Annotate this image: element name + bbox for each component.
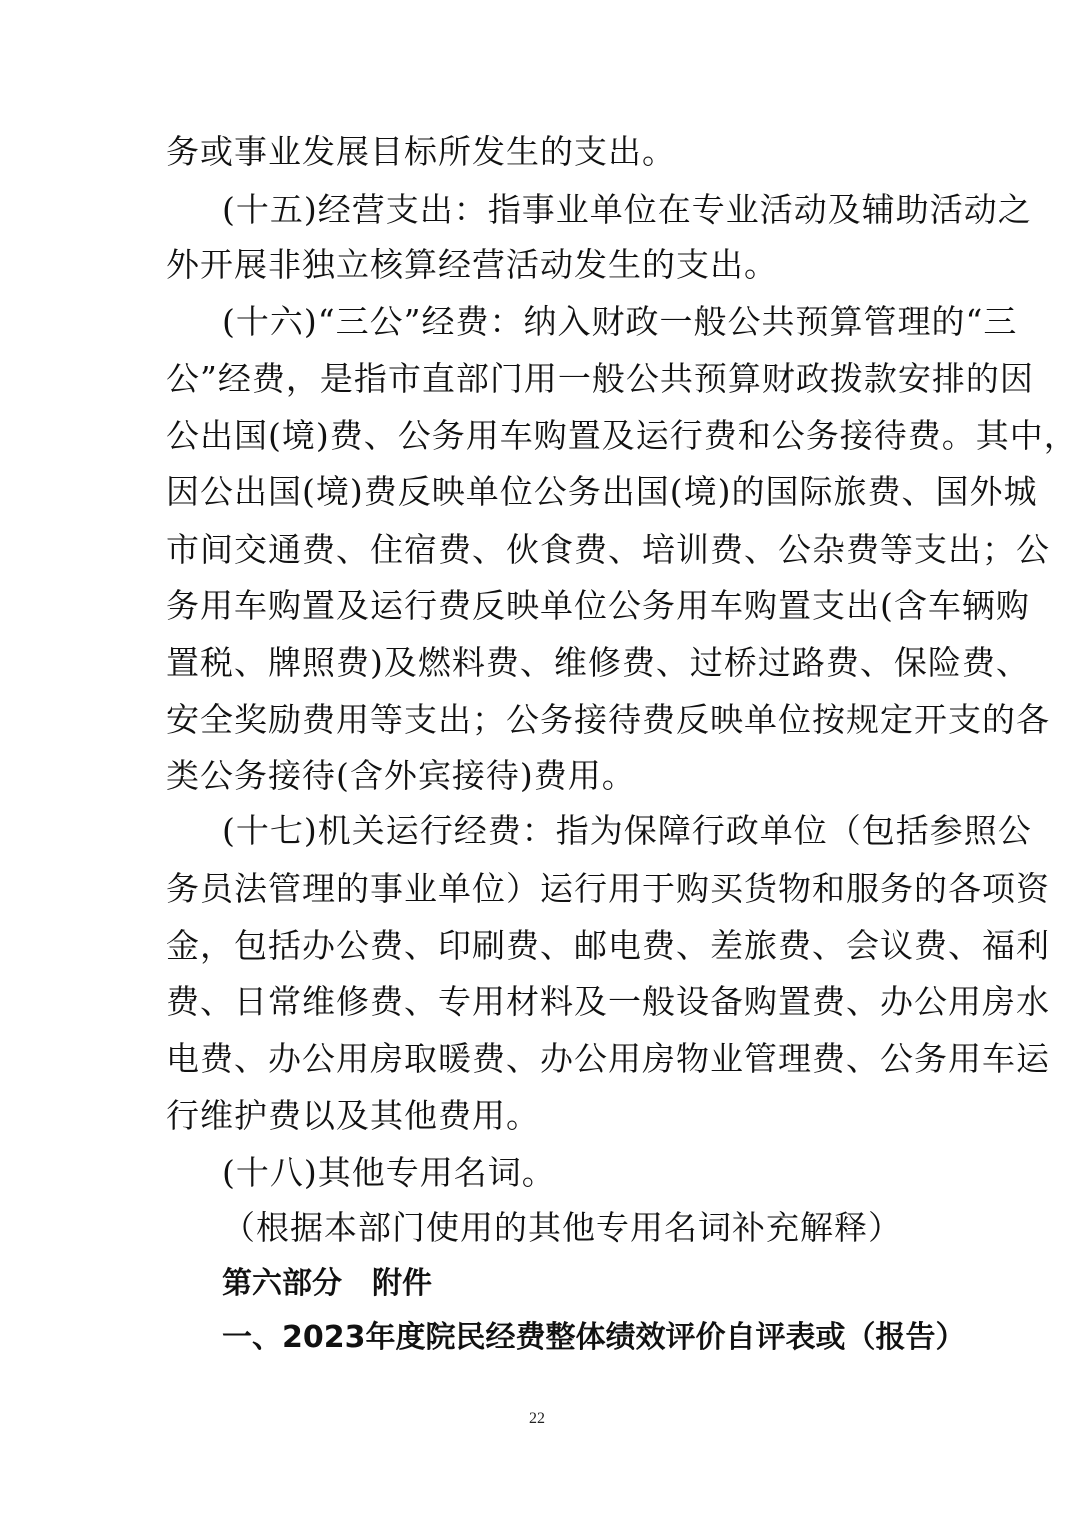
body-line: 公”经费，是指市直部门用一般公共预算财政拨款安排的因 <box>166 359 1034 398</box>
body-line: 金，包括办公费、印刷费、邮电费、差旅费、会议费、福利 <box>166 926 1050 965</box>
section-heading-part6: 第六部分 附件 <box>222 1266 432 1301</box>
body-line: 置税、牌照费)及燃料费、维修费、过桥过路费、保险费、 <box>166 643 1030 682</box>
body-line: 安全奖励费用等支出；公务接待费反映单位按规定开支的各 <box>166 700 1050 739</box>
body-line: 务用车购置及运行费反映单位公务用车购置支出(含车辆购 <box>166 586 1030 625</box>
body-line: 类公务接待(含外宾接待)费用。 <box>166 756 636 795</box>
body-line: 外开展非独立核算经营活动发生的支出。 <box>166 245 778 284</box>
body-line: (十八)其他专用名词。 <box>222 1153 556 1192</box>
body-line: 公出国(境)费、公务用车购置及运行费和公务接待费。其中， <box>166 416 1078 455</box>
attachment-heading-1: 一、2023年度院民经费整体绩效评价自评表或（报告） <box>222 1320 966 1355</box>
body-line: 务员法管理的事业单位）运行用于购买货物和服务的各项资 <box>166 869 1050 908</box>
body-line: (十六)“三公”经费：纳入财政一般公共预算管理的“三 <box>222 302 1018 341</box>
body-line: (十五)经营支出：指事业单位在专业活动及辅助活动之 <box>222 190 1032 229</box>
body-line: 电费、办公用房取暖费、办公用房物业管理费、公务用车运 <box>166 1039 1050 1078</box>
body-line: 费、日常维修费、专用材料及一般设备购置费、办公用房水 <box>166 982 1050 1021</box>
body-line: （根据本部门使用的其他专用名词补充解释） <box>222 1208 902 1247</box>
body-line: (十七)机关运行经费：指为保障行政单位（包括参照公 <box>222 811 1032 850</box>
body-line: 行维护费以及其他费用。 <box>166 1096 540 1135</box>
body-line: 务或事业发展目标所发生的支出。 <box>166 132 676 171</box>
page-number: 22 <box>529 1410 545 1427</box>
body-line: 市间交通费、住宿费、伙食费、培训费、公杂费等支出；公 <box>166 530 1050 569</box>
body-line: 因公出国(境)费反映单位公务出国(境)的国际旅费、国外城 <box>166 472 1038 511</box>
